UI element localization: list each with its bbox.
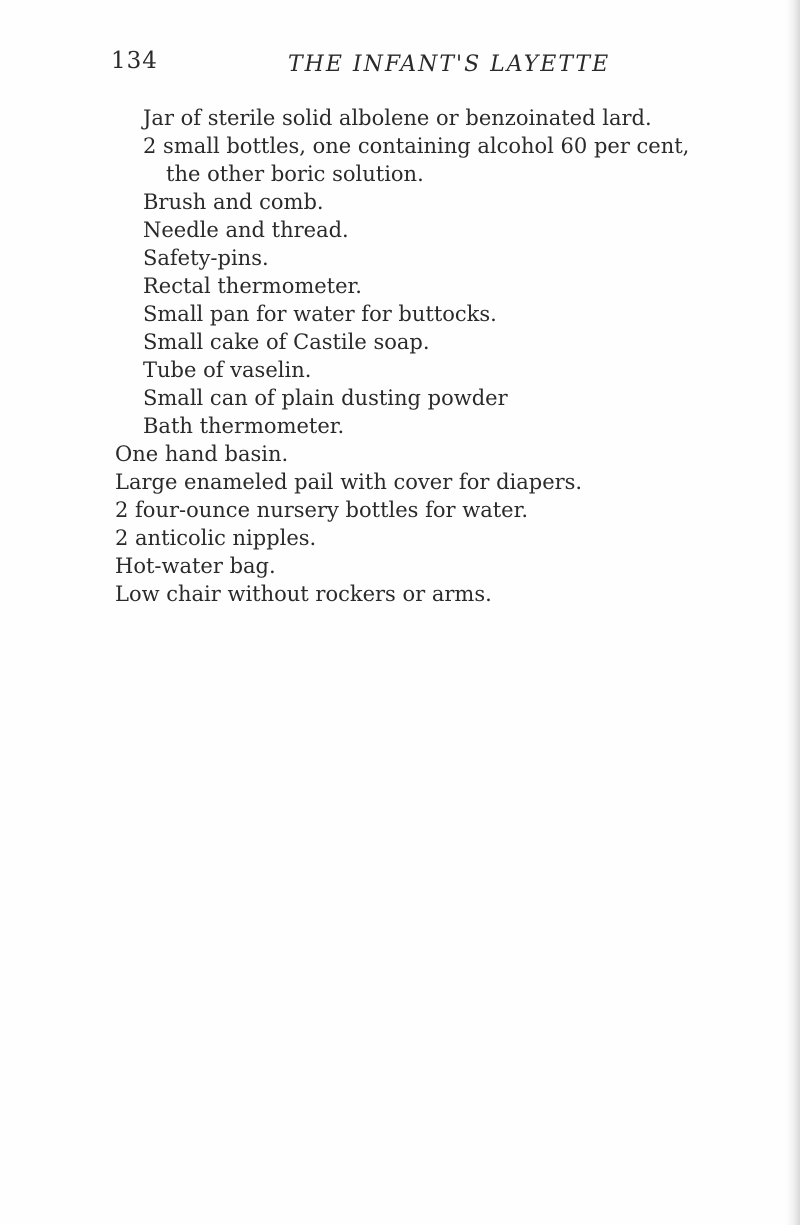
list-line: Small cake of Castile soap.	[143, 330, 430, 354]
list-line: 2 small bottles, one containing alcohol 60 per cent,	[143, 134, 690, 158]
list-line: Needle and thread.	[143, 218, 349, 242]
layette-item-list	[0, 104, 689, 608]
list-line: Small can of plain dusting powder	[143, 386, 508, 410]
list-line: Bath thermometer.	[143, 414, 345, 438]
running-head: THE INFANT'S LAYETTE	[288, 52, 611, 77]
list-line: Hot-water bag.	[115, 554, 276, 578]
page-edge-shadow	[786, 0, 800, 1225]
list-line: 2 anticolic nipples.	[115, 526, 317, 550]
list-line: Rectal thermometer.	[143, 274, 362, 298]
list-line: One hand basin.	[115, 442, 289, 466]
page-number: 134	[111, 48, 158, 74]
list-line: Brush and comb.	[143, 190, 324, 214]
list-line: the other boric solution.	[166, 162, 424, 186]
list-line: Low chair without rockers or arms.	[115, 582, 492, 606]
list-line: Safety-pins.	[143, 246, 269, 270]
list-line: Small pan for water for buttocks.	[143, 302, 497, 326]
list-line: Jar of sterile solid albolene or benzoinated lard.	[143, 106, 652, 130]
list-line: 2 four-ounce nursery bottles for water.	[115, 498, 528, 522]
list-line: Tube of vaselin.	[143, 358, 312, 382]
list-line: Large enameled pail with cover for diapers.	[115, 470, 583, 494]
